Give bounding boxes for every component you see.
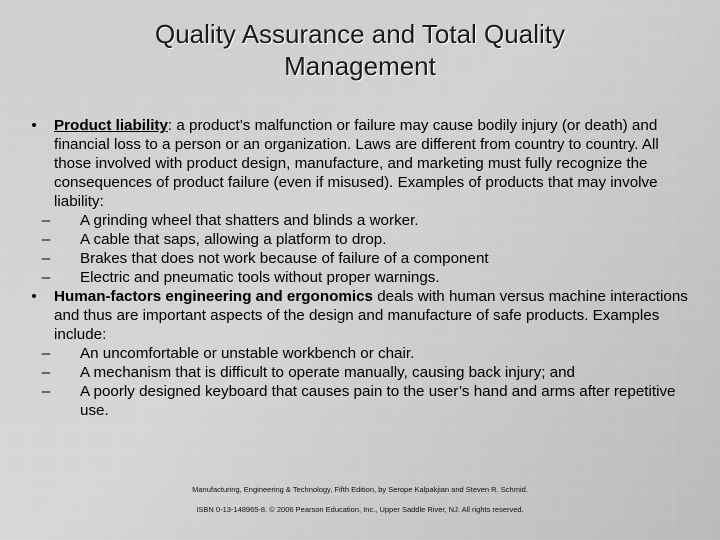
sub-item [28,363,692,382]
bullet-text: : a product’s malfunction or failure may cause bodily injury (or death) and financial loss to a person or an organization. Laws are different from country to country. All those involved with product design, manufacture, and marketing must fully recognize the consequences of product failure (even if misused). Examples of products that may involve liability: [54,117,659,210]
dash-marker: – [41,212,51,229]
sub-item [28,211,692,230]
bullet-product-liability [28,116,692,211]
sub-item [28,382,692,420]
slide-footer [110,480,610,520]
sub-item [28,249,692,268]
title-line-2: Management [284,51,436,81]
footer-citation: Manufacturing, Engineering & Technology, Fifth Edition, by Serope Kalpakjian and Steven R. Schmid. [192,485,528,494]
sub-item-text: Electric and pneumatic tools without proper warnings. [80,269,440,286]
sub-item [28,230,692,249]
term-product-liability: Product liability [54,117,168,134]
slide-title [60,18,660,82]
slide-content [28,116,692,420]
title-line-1: Quality Assurance and Total Quality [155,19,565,49]
sub-item [28,344,692,363]
bullet-dot: • [31,117,37,134]
sub-item-text: A grinding wheel that shatters and blinds a worker. [80,212,419,229]
term-human-factors: Human-factors engineering and ergonomics [54,288,373,305]
sub-item-text: A poorly designed keyboard that causes pain to the user’s hand and arms after repetitive use. [80,383,676,419]
sub-item-text: An uncomfortable or unstable workbench or chair. [80,345,415,362]
sub-item [28,268,692,287]
dash-marker: – [41,231,51,248]
sub-item-text: A cable that saps, allowing a platform to drop. [80,231,387,248]
dash-marker: – [41,345,51,362]
footer-copyright: ISBN 0-13-148965-8. © 2006 Pearson Education, Inc., Upper Saddle River, NJ. All rights reserved. [196,505,524,514]
dash-marker: – [41,364,51,381]
sub-item-text: A mechanism that is difficult to operate manually, causing back injury; and [80,364,575,381]
dash-marker: – [41,383,51,400]
bullet-human-factors [28,287,692,344]
bullet-text: deals with human versus machine interactions and thus are important aspects of the design and manufacture of safe products. Examples include: [54,288,688,343]
sub-item-text: Brakes that does not work because of failure of a component [80,250,489,267]
bullet-dot: • [31,288,37,305]
dash-marker: – [41,250,51,267]
dash-marker: – [41,269,51,286]
